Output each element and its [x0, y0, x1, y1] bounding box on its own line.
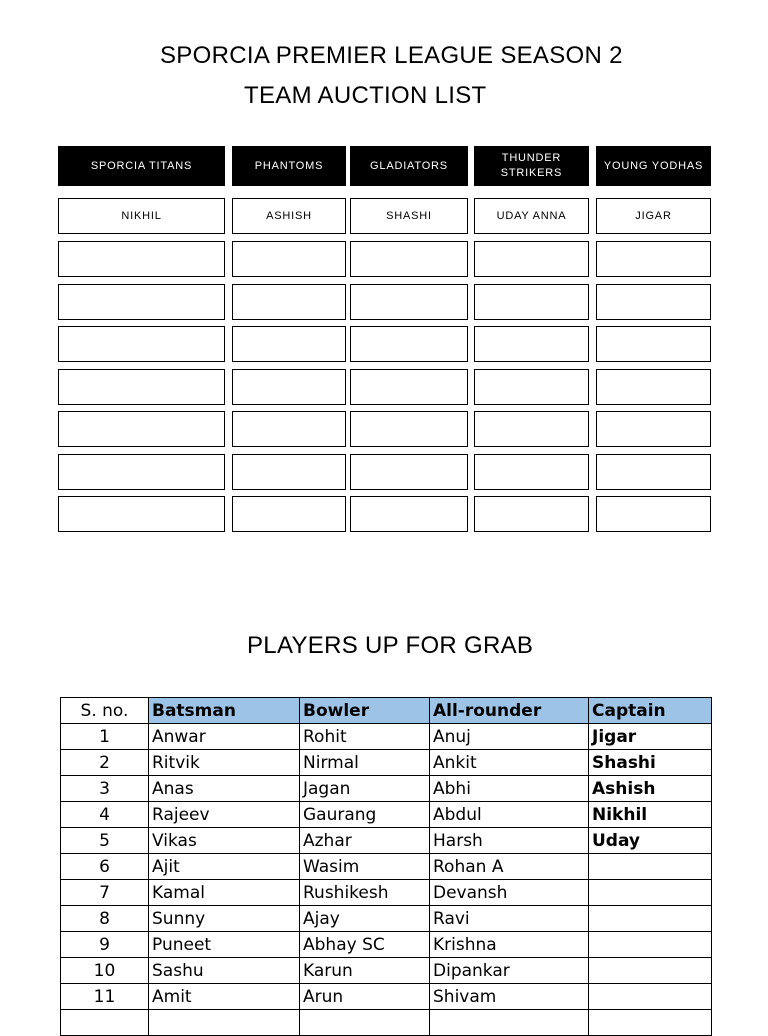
player-slot: [58, 241, 225, 277]
table-cell: [589, 906, 712, 932]
player-slot: [474, 454, 589, 490]
player-slot: [232, 496, 346, 532]
table-cell: 9: [61, 932, 149, 958]
player-slot: [350, 454, 468, 490]
table-cell: [589, 958, 712, 984]
table-cell: Nirmal: [300, 750, 430, 776]
player-slot: [232, 284, 346, 320]
player-slot: [596, 369, 711, 405]
team-name-header: YOUNG YODHAS: [596, 146, 711, 186]
table-cell: [430, 1010, 589, 1036]
table-cell: Uday: [589, 828, 712, 854]
player-slot: [350, 369, 468, 405]
table-cell: Harsh: [430, 828, 589, 854]
player-slot: [474, 496, 589, 532]
table-cell: Kamal: [149, 880, 300, 906]
table-cell: Sashu: [149, 958, 300, 984]
team-captain-cell: SHASHI: [350, 198, 468, 234]
table-cell: Shivam: [430, 984, 589, 1010]
table-cell: Devansh: [430, 880, 589, 906]
player-slot: [58, 411, 225, 447]
player-slot: [232, 241, 346, 277]
player-slot: [232, 369, 346, 405]
table-cell: Amit: [149, 984, 300, 1010]
player-slot: [58, 496, 225, 532]
player-slot: [58, 369, 225, 405]
table-cell: Rajeev: [149, 802, 300, 828]
players-header-cell: Bowler: [300, 698, 430, 724]
table-cell: [589, 854, 712, 880]
table-row: [61, 724, 712, 750]
player-slot: [350, 326, 468, 362]
player-slot: [596, 496, 711, 532]
table-cell: Anas: [149, 776, 300, 802]
team-column: [596, 146, 711, 536]
table-row: [61, 828, 712, 854]
table-cell: Abhi: [430, 776, 589, 802]
player-slot: [596, 284, 711, 320]
table-row: [61, 750, 712, 776]
table-cell: Abhay SC: [300, 932, 430, 958]
table-cell: Nikhil: [589, 802, 712, 828]
table-row: [61, 984, 712, 1010]
table-cell: Vikas: [149, 828, 300, 854]
player-slot: [474, 326, 589, 362]
players-header-cell: Captain: [589, 698, 712, 724]
table-cell: Jagan: [300, 776, 430, 802]
player-slot: [596, 241, 711, 277]
player-slot: [232, 411, 346, 447]
table-cell: Azhar: [300, 828, 430, 854]
table-cell: Rohit: [300, 724, 430, 750]
team-captain-cell: NIKHIL: [58, 198, 225, 234]
players-heading: PLAYERS UP FOR GRAB: [247, 632, 534, 659]
players-table: [60, 697, 712, 1036]
table-cell: Shashi: [589, 750, 712, 776]
player-slot: [350, 411, 468, 447]
table-cell: [589, 1010, 712, 1036]
players-header-cell: Batsman: [149, 698, 300, 724]
team-name-header: SPORCIA TITANS: [58, 146, 225, 186]
player-slot: [474, 241, 589, 277]
table-cell: Ravi: [430, 906, 589, 932]
player-slot: [58, 326, 225, 362]
player-slot: [58, 284, 225, 320]
table-cell: 11: [61, 984, 149, 1010]
player-slot: [350, 284, 468, 320]
table-cell: [589, 932, 712, 958]
table-cell: Jigar: [589, 724, 712, 750]
table-row: [61, 854, 712, 880]
table-cell: 4: [61, 802, 149, 828]
player-slot: [474, 411, 589, 447]
table-cell: Abdul: [430, 802, 589, 828]
player-slot: [474, 369, 589, 405]
player-slot: [232, 326, 346, 362]
table-cell: [61, 1010, 149, 1036]
page-title: SPORCIA PREMIER LEAGUE SEASON 2: [160, 42, 623, 69]
team-name-header: PHANTOMS: [232, 146, 346, 186]
team-name-header: THUNDER STRIKERS: [474, 146, 589, 186]
table-cell: 10: [61, 958, 149, 984]
team-name-header: GLADIATORS: [350, 146, 468, 186]
table-row: [61, 958, 712, 984]
team-column: [350, 146, 468, 536]
table-row: [61, 880, 712, 906]
table-cell: Krishna: [430, 932, 589, 958]
table-row: [61, 932, 712, 958]
table-cell: 2: [61, 750, 149, 776]
table-cell: Wasim: [300, 854, 430, 880]
table-cell: Sunny: [149, 906, 300, 932]
table-row: [61, 802, 712, 828]
players-header-cell: All-rounder: [430, 698, 589, 724]
table-cell: Rohan A: [430, 854, 589, 880]
table-cell: Karun: [300, 958, 430, 984]
team-column: [474, 146, 589, 536]
table-cell: Ajay: [300, 906, 430, 932]
team-captain-cell: UDAY ANNA: [474, 198, 589, 234]
player-slot: [58, 454, 225, 490]
player-slot: [596, 326, 711, 362]
table-cell: Puneet: [149, 932, 300, 958]
players-header-cell: S. no.: [61, 698, 149, 724]
table-cell: [589, 880, 712, 906]
team-captain-cell: JIGAR: [596, 198, 711, 234]
table-cell: [589, 984, 712, 1010]
table-cell: Ritvik: [149, 750, 300, 776]
player-slot: [232, 454, 346, 490]
player-slot: [350, 496, 468, 532]
table-cell: [300, 1010, 430, 1036]
table-cell: Anuj: [430, 724, 589, 750]
table-cell: 7: [61, 880, 149, 906]
table-cell: Ankit: [430, 750, 589, 776]
table-cell: 1: [61, 724, 149, 750]
table-cell: Ashish: [589, 776, 712, 802]
table-row: [61, 906, 712, 932]
player-slot: [596, 454, 711, 490]
team-captain-cell: ASHISH: [232, 198, 346, 234]
table-cell: Dipankar: [430, 958, 589, 984]
table-cell: Arun: [300, 984, 430, 1010]
players-header-row: [61, 698, 712, 724]
table-cell: Anwar: [149, 724, 300, 750]
player-slot: [596, 411, 711, 447]
table-cell: 3: [61, 776, 149, 802]
table-cell: 8: [61, 906, 149, 932]
team-column: [58, 146, 225, 536]
table-cell: 6: [61, 854, 149, 880]
table-cell: Gaurang: [300, 802, 430, 828]
table-cell: Ajit: [149, 854, 300, 880]
table-row: [61, 776, 712, 802]
page-subtitle: TEAM AUCTION LIST: [244, 82, 487, 109]
table-cell: Rushikesh: [300, 880, 430, 906]
player-slot: [474, 284, 589, 320]
team-column: [232, 146, 346, 536]
table-cell: 5: [61, 828, 149, 854]
table-row: [61, 1010, 712, 1036]
player-slot: [350, 241, 468, 277]
table-cell: [149, 1010, 300, 1036]
